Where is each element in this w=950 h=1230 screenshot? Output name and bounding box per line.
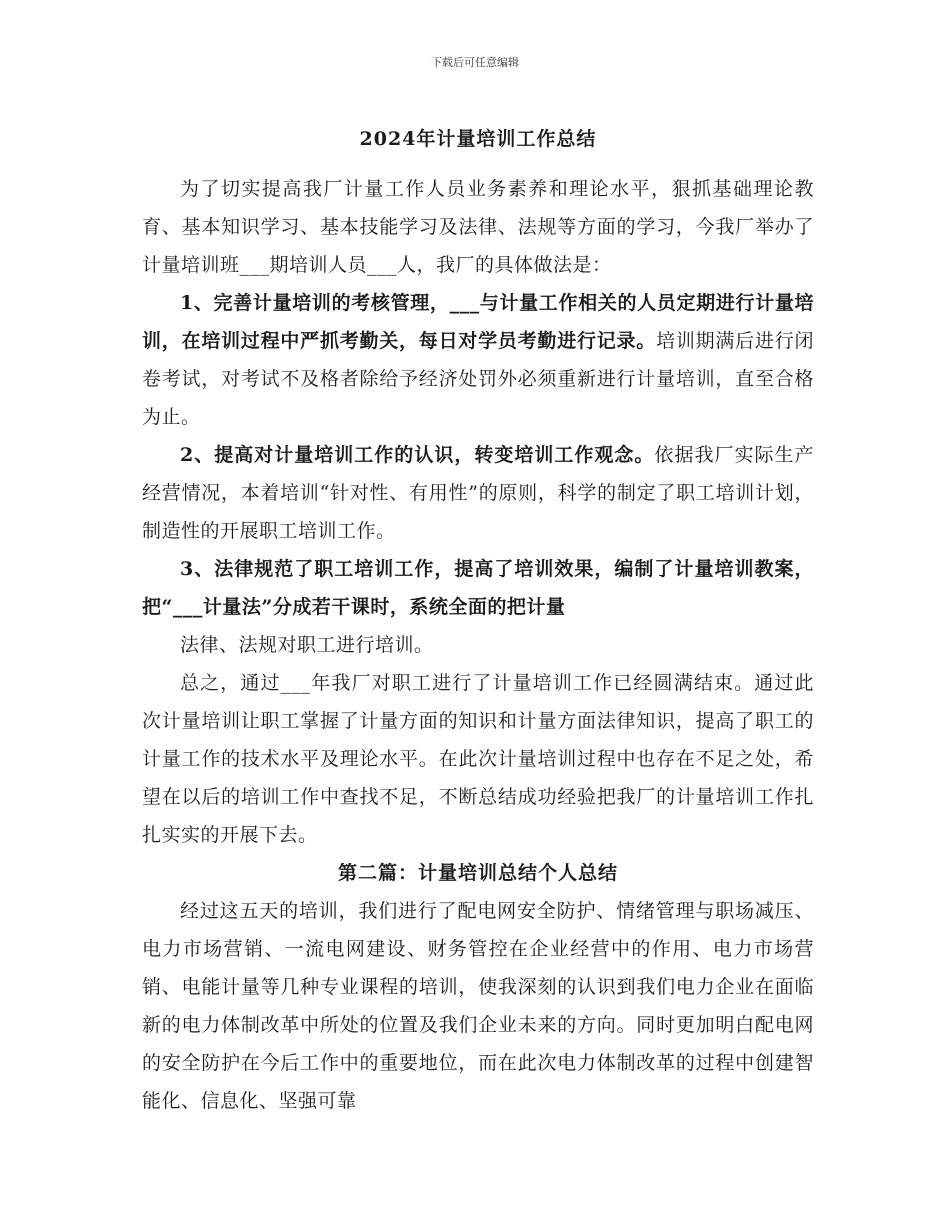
item-2-text: 依据我厂实际生产经营情况，本着培训“针对性、有用性”的原则，科学的制定了职工培训计划，制造性的开展职工培训工作。 <box>142 444 814 542</box>
intro-paragraph: 为了切实提高我厂计量工作人员业务素养和理论水平，狠抓基础理论教育、基本知识学习、基本技能学习及法律、法规等方面的学习，今我厂举办了计量培训班___期培训人员___人，我厂的具体做法是： <box>142 178 814 276</box>
item-1-heading: 1、完善计量培训的考核管理，___与计量工作相关的人员定期进行计量培训，在培训过程中严抓考勤关，每日对学员考勤进行记录。 <box>142 292 814 352</box>
summary-paragraph: 总之，通过___年我厂对职工进行了计量培训工作已经圆满结束。通过此次计量培训让职工掌握了计量方面的知识和计量方面法律知识，提高了职工的计量工作的技术水平及理论水平。在此次计量培训过程中也存在不足之处，希望在以后的培训工作中查找不足，不断总结成功经验把我厂的计量培训工作扎扎实实的开展下去。 <box>142 672 814 846</box>
document-body <box>142 120 814 1120</box>
item-3-continuation: 法律、法规对职工进行培训。 <box>180 634 434 656</box>
item-2-paragraph <box>142 436 814 550</box>
document-title: 2024年计量培训工作总结 <box>359 128 597 150</box>
section-2-paragraph: 经过这五天的培训，我们进行了配电网安全防护、情绪管理与职场减压、电力市场营销、一流电网建设、财务管控在企业经营中的作用、电力市场营销、电能计量等几种专业课程的培训，使我深刻的认识到我们电力企业在面临新的电力体制改革中所处的位置及我们企业未来的方向。同时更加明白配电网的安全防护在今后工作中的重要地位，而在此次电力体制改革的过程中创建智能化、信息化、坚强可靠 <box>142 900 814 1112</box>
item-1-paragraph <box>142 284 814 436</box>
item-3-paragraph <box>142 550 814 626</box>
section-2-title: 第二篇：计量培训总结个人总结 <box>337 862 618 884</box>
header-note: 下载后可任意编辑 <box>431 56 519 69</box>
item-1-text: 培训期满后进行闭卷考试，对考试不及格者除给予经济处罚外必须重新进行计量培训，直至合格为止。 <box>142 330 814 428</box>
item-3-heading: 3、法律规范了职工培训工作，提高了培训效果，编制了计量培训教案，把“___计量法”分成若干课时，系统全面的把计量 <box>142 558 814 618</box>
item-2-heading: 2、提高对计量培训工作的认识，转变培训工作观念。 <box>180 444 655 466</box>
